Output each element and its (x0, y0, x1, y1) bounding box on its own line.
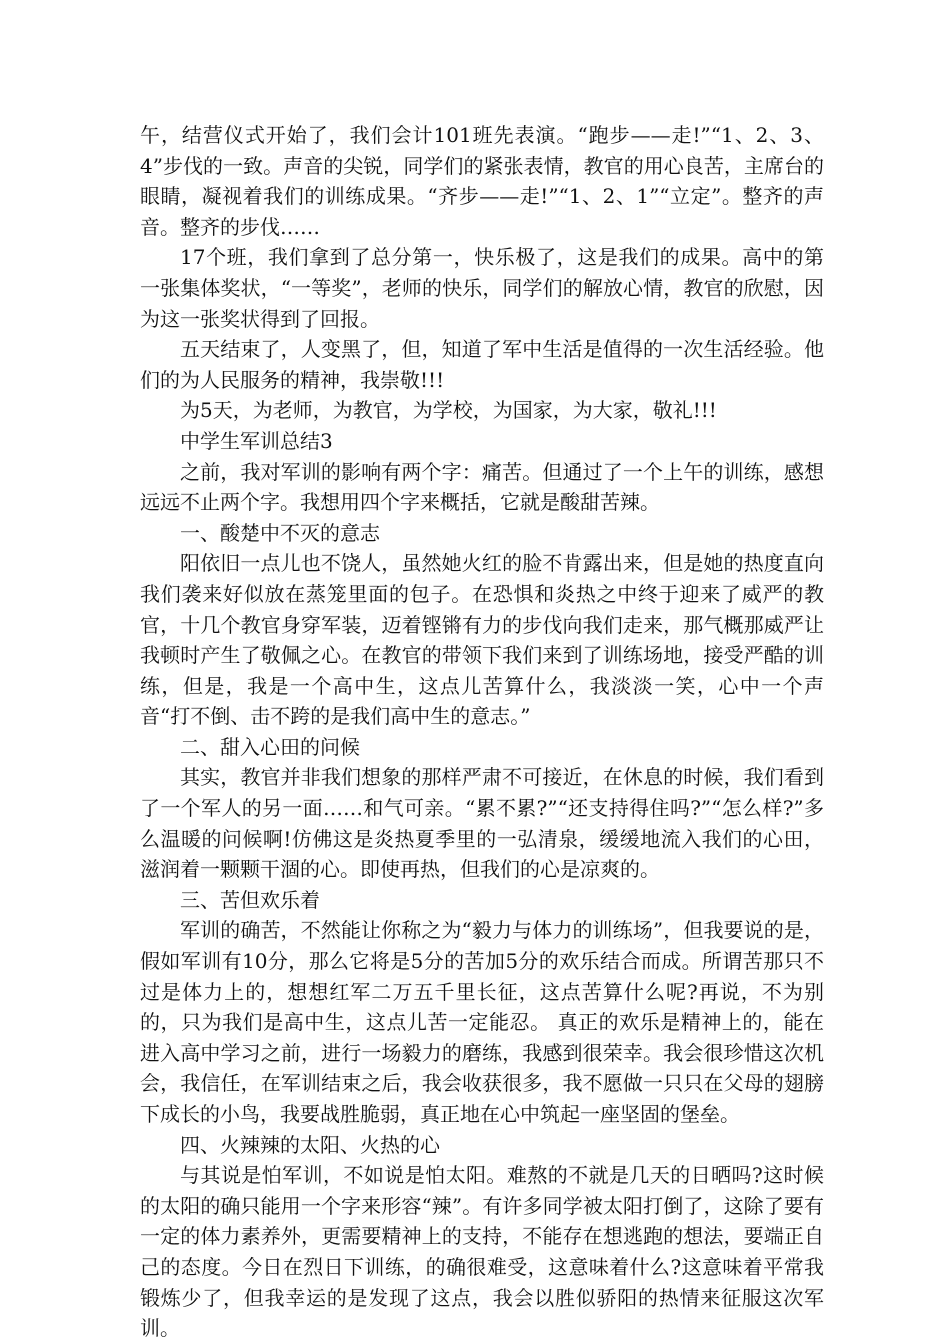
subheading-sour: 一、酸楚中不灭的意志 (180, 520, 380, 545)
paragraph-five-days: 五天结束了，人变黑了，但，知道了军中生活是值得的一次生活经验。他们的为人民服务的精神，我崇敬!!! (140, 337, 824, 392)
section-title: 中学生军训总结3 (180, 428, 333, 453)
paragraph-intro: 之前，我对军训的影响有两个字：痛苦。但通过了一个上午的训练，感想远远不止两个字。我想用四个字来概括，它就是酸甜苦辣。 (140, 459, 824, 515)
paragraph-bitter: 军训的确苦，不然能让你称之为“毅力与体力的训练场”，但我要说的是，假如军训有10分，那么它将是5分的苦加5分的欢乐结合而成。所谓苦那只不过是体力上的，想想红军二万五千里长征，这点苦算什么呢?再说，不为别的，只为我们是高中生，这点儿苦一定能忍。 真正的欢乐是精神上的，能在进入高中学习之前，进行一场毅力的磨练，我感到很荣幸。我会很珍惜这次机会，我信任，在军训结束之后，我会收获很多，我不愿做一只只在父母的翅膀下成长的小鸟，我要战胜脆弱，真正地在心中筑起一座坚固的堡垒。 (140, 918, 824, 1126)
paragraph-graduation-ceremony: 午，结营仪式开始了，我们会计101班先表演。“跑步——走!”“1、2、3、4”步伐的一致。声音的尖锐，同学们的紧张表情，教官的用心良苦，主席台的眼睛，凝视着我们的训练成果。“齐步——走!”“1、2、1”“立定”。整齐的声音。整齐的步伐…… (140, 123, 824, 239)
subheading-bitter: 三、苦但欢乐着 (180, 887, 320, 912)
paragraph-spicy: 与其说是怕军训，不如说是怕太阳。难熬的不就是几天的日晒吗?这时候的太阳的确只能用一个字来形容“辣”。有许多同学被太阳打倒了，这除了要有一定的体力素养外，更需要精神上的支持，不能存在想逃跑的想法，要端正自己的态度。今日在烈日下训练，的确很难受，这意味着什么?这意味着平常我锻炼少了，但我幸运的是发现了这点，我会以胜似骄阳的热情来征服这次军训。 (140, 1163, 824, 1341)
paragraph-first-place: 17个班，我们拿到了总分第一，快乐极了，这是我们的成果。高中的第一张集体奖状，“一等奖”，老师的快乐，同学们的解放心情，教官的欣慰，因为这一张奖状得到了回报。 (140, 245, 824, 331)
paragraph-salute: 为5天，为老师，为教官，为学校，为国家，为大家，敬礼!!! (180, 398, 717, 423)
paragraph-sour: 阳依旧一点儿也不饶人，虽然她火红的脸不肯露出来，但是她的热度直向我们袭来好似放在蒸笼里面的包子。在恐惧和炎热之中终于迎来了威严的教官，十几个教官身穿军装，迈着铿锵有力的步伐向我们走来，那气概那威严让我顿时产生了敬佩之心。在教官的带领下我们来到了训练场地，接受严酷的训练，但是，我是一个高中生，这点儿苦算什么，我淡淡一笑，心中一个声音“打不倒、击不跨的是我们高中生的意志。” (140, 551, 824, 729)
paragraph-sweet: 其实，教官并非我们想象的那样严肃不可接近，在休息的时候，我们看到了一个军人的另一面……和气可亲。“累不累?”“还支持得住吗?”“怎么样?”多么温暖的问候啊!仿佛这是炎热夏季里的一弘清泉，缓缓地流入我们的心田，滋润着一颗颗干涸的心。即使再热，但我们的心是凉爽的。 (140, 765, 824, 882)
document-body (140, 120, 824, 1344)
subheading-sweet: 二、甜入心田的问候 (180, 734, 360, 759)
subheading-spicy: 四、火辣辣的太阳、火热的心 (180, 1132, 440, 1157)
